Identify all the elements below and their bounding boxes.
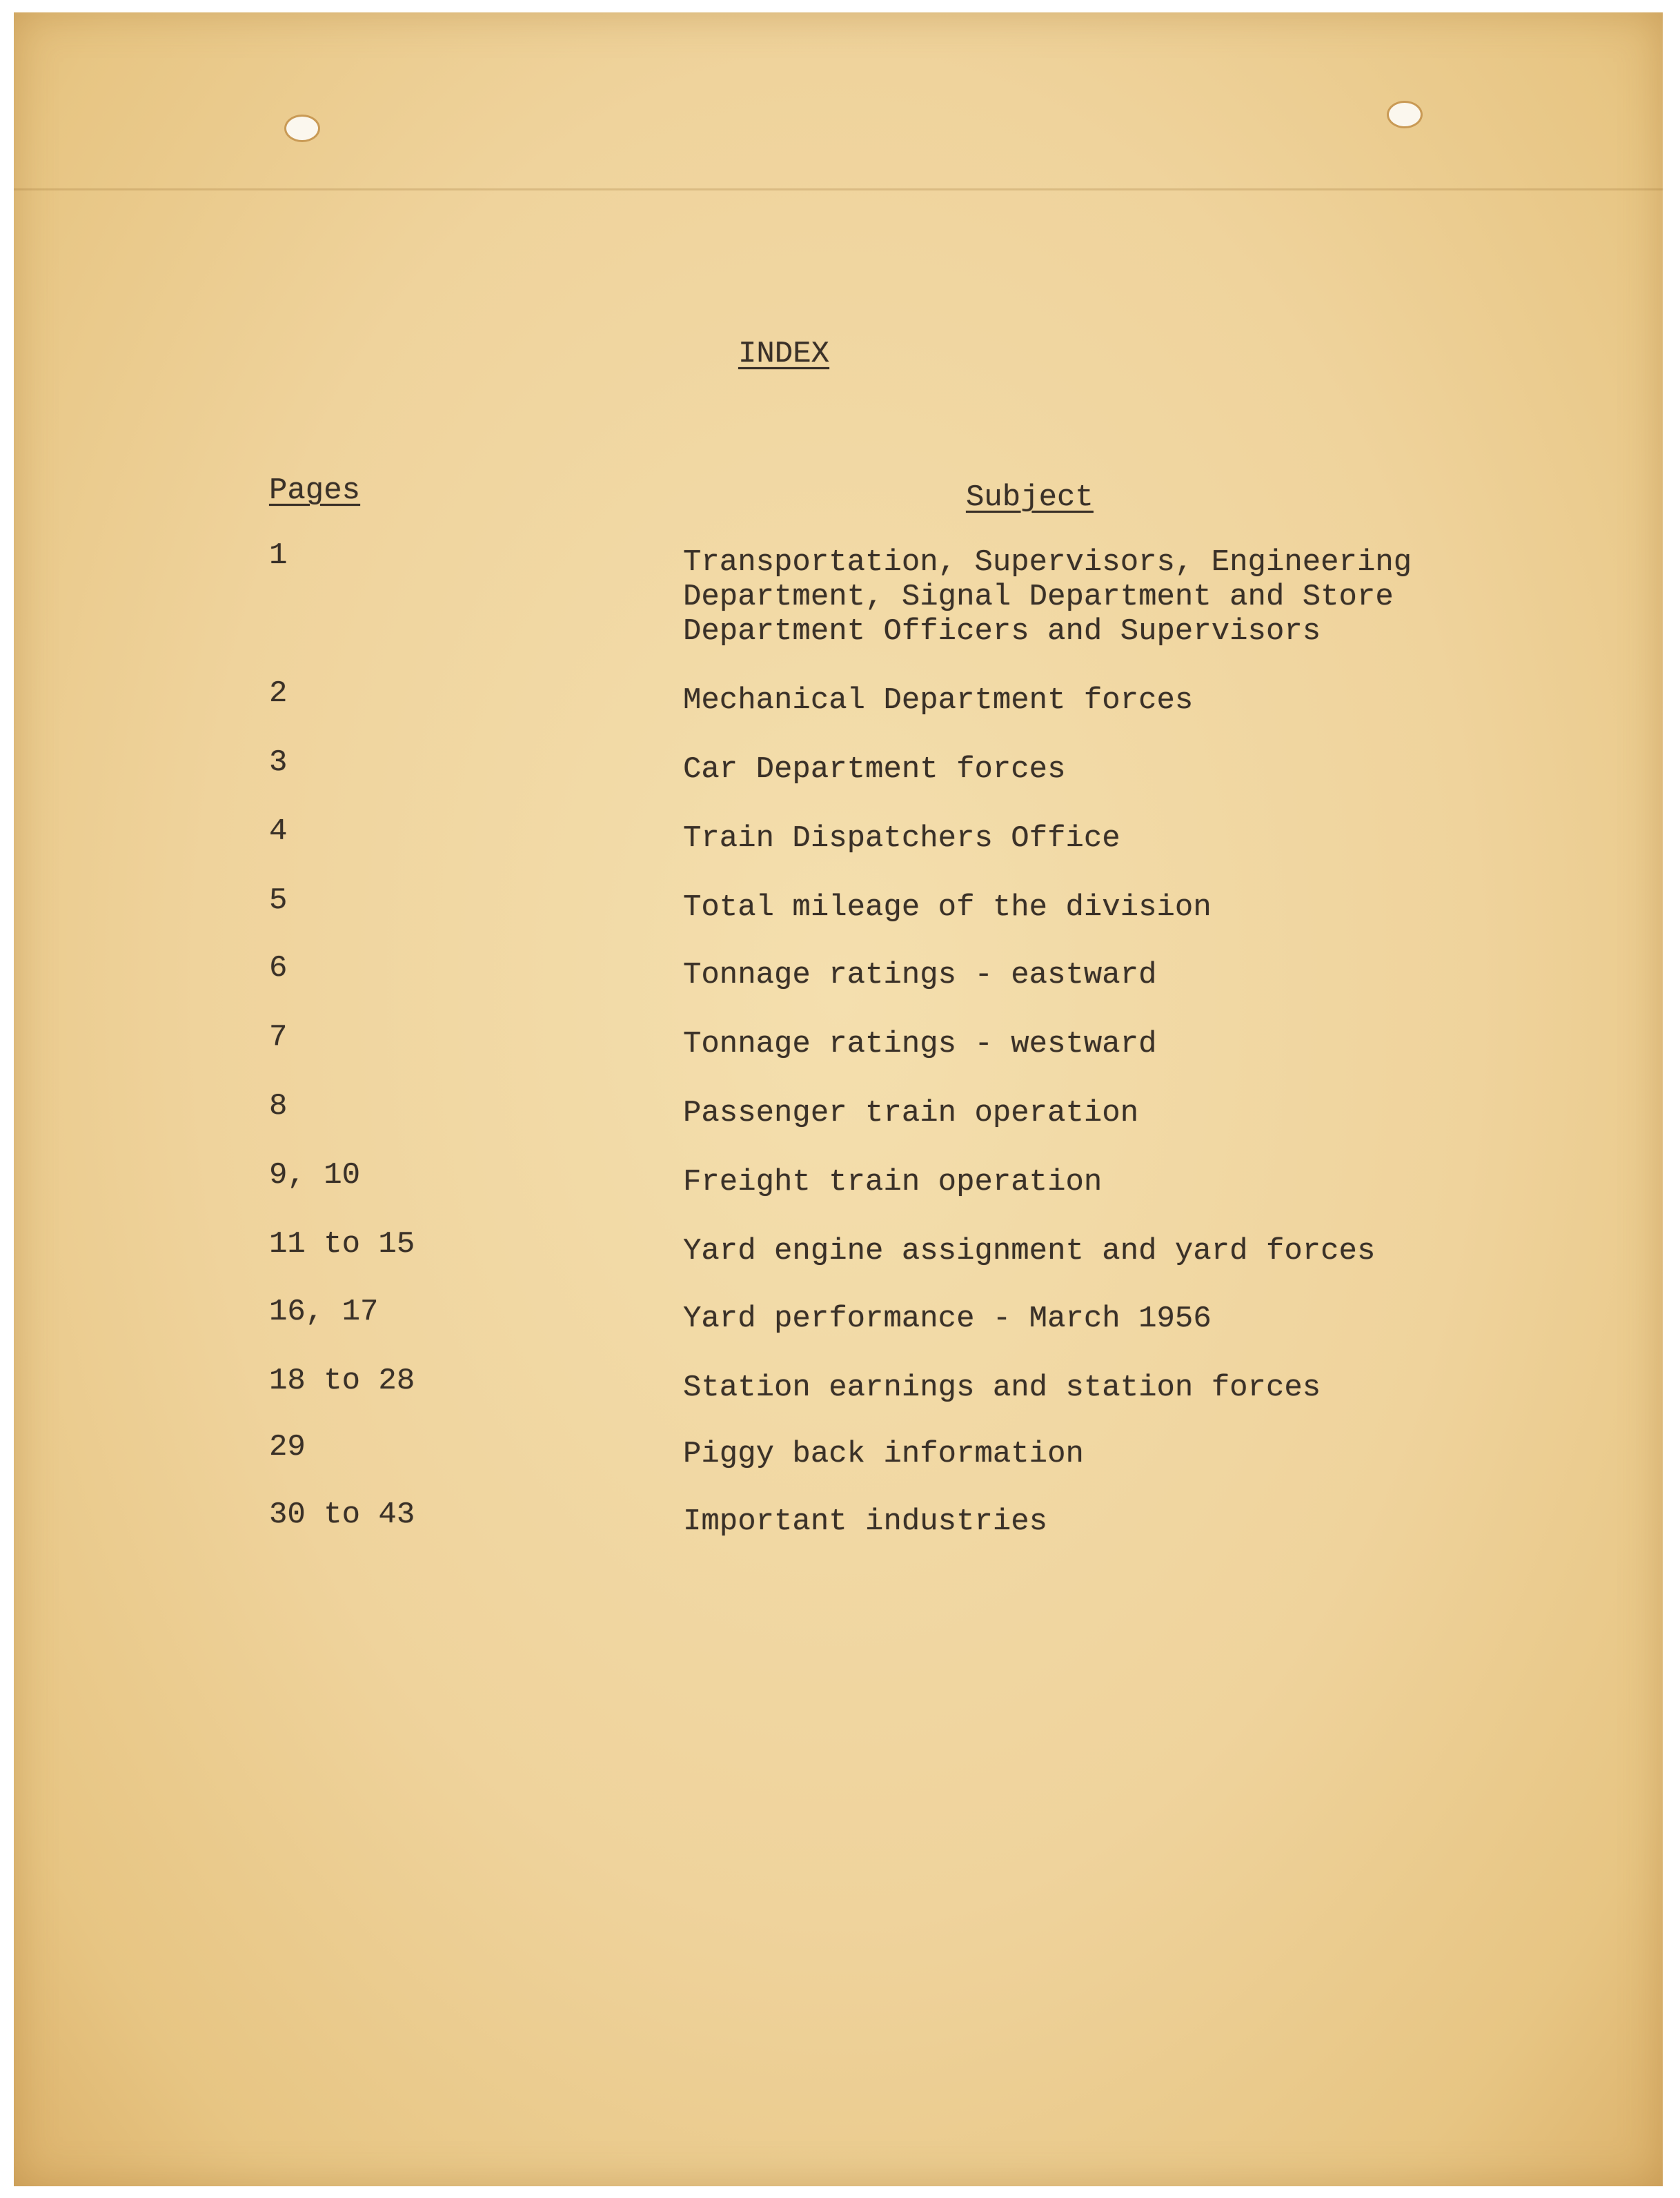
index-row [0, 1089, 1680, 1130]
subject-line: Tonnage ratings - westward [683, 1027, 1157, 1061]
page-numbers: 30 to 43 [269, 1498, 415, 1532]
punch-hole-right [1387, 101, 1423, 128]
subject-text [683, 958, 1157, 992]
page-numbers: 1 [269, 538, 288, 573]
subject-line: Passenger train operation [683, 1096, 1139, 1130]
punch-hole-left [284, 115, 320, 142]
subject-text [683, 1165, 1102, 1199]
page-numbers: 29 [269, 1430, 306, 1464]
index-row [0, 951, 1680, 992]
index-row [0, 1227, 1680, 1268]
subject-line: Total mileage of the division [683, 890, 1212, 925]
subject-text [683, 545, 1412, 649]
index-row [0, 1430, 1680, 1471]
pages-column-header: Pages [269, 473, 361, 508]
page-numbers: 16, 17 [269, 1295, 379, 1329]
page-numbers: 4 [269, 814, 288, 849]
subject-line: Department Officers and Supervisors [683, 614, 1321, 649]
index-row [0, 1158, 1680, 1199]
subject-text [683, 1027, 1157, 1061]
index-row [0, 745, 1680, 787]
page-numbers: 8 [269, 1089, 288, 1123]
subject-line: Car Department forces [683, 752, 1066, 787]
subject-line: Mechanical Department forces [683, 683, 1194, 718]
paper-fold [14, 188, 1663, 190]
subject-line: Station earnings and station forces [683, 1371, 1321, 1405]
subject-line: Important industries [683, 1504, 1048, 1539]
index-title: INDEX [738, 337, 830, 371]
subject-text [683, 1096, 1138, 1130]
subject-line: Tonnage ratings - eastward [683, 958, 1157, 992]
subject-line: Train Dispatchers Office [683, 821, 1120, 856]
index-row [0, 1498, 1680, 1539]
index-row [0, 1364, 1680, 1405]
index-row [0, 883, 1680, 925]
page-numbers: 3 [269, 745, 288, 780]
subject-text [683, 1234, 1375, 1268]
page-numbers: 7 [269, 1020, 288, 1054]
subject-line: Department, Signal Department and Store [683, 580, 1394, 614]
subject-text [683, 1437, 1084, 1471]
page-numbers: 5 [269, 883, 288, 918]
subject-text [683, 1302, 1212, 1336]
page-numbers: 18 to 28 [269, 1364, 415, 1398]
index-row [0, 676, 1680, 718]
subject-text [683, 821, 1120, 856]
index-row [0, 1020, 1680, 1061]
subject-line: Yard engine assignment and yard forces [683, 1234, 1376, 1268]
subject-line: Freight train operation [683, 1165, 1103, 1199]
subject-text [683, 1371, 1321, 1405]
subject-text [683, 890, 1212, 925]
page-numbers: 2 [269, 676, 288, 711]
subject-text [683, 1504, 1047, 1539]
page-numbers: 11 to 15 [269, 1227, 415, 1262]
subject-text [683, 683, 1193, 718]
index-row [0, 538, 1680, 649]
subject-text [683, 752, 1066, 787]
index-row [0, 814, 1680, 856]
subject-line: Piggy back information [683, 1437, 1084, 1471]
page-numbers: 9, 10 [269, 1158, 361, 1193]
subject-line: Yard performance - March 1956 [683, 1302, 1212, 1336]
page-numbers: 6 [269, 951, 288, 985]
index-row [0, 1295, 1680, 1336]
subject-line: Transportation, Supervisors, Engineering [683, 545, 1412, 580]
subject-column-header: Subject [966, 480, 1094, 515]
